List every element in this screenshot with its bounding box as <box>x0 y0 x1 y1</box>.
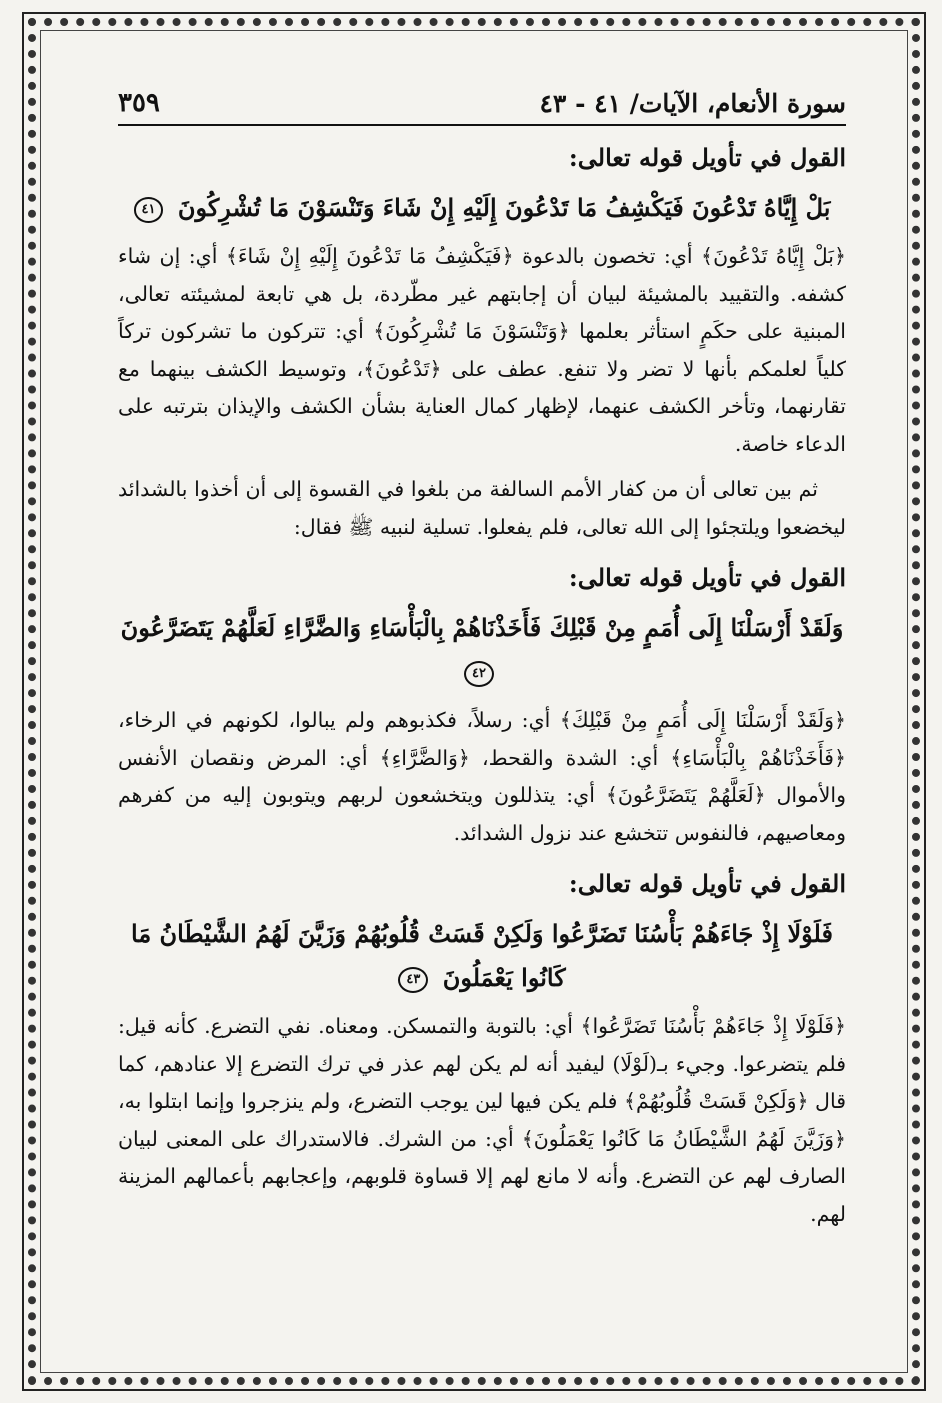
commentary-paragraph: ﴿وَلَقَدْ أَرْسَلْنَا إِلَى أُمَمٍ مِنْ قَبْلِكَ﴾ أي: رسلاً، فكذبوهم ولم يبالوا، لكونهم في الرخاء، ﴿فَأَخَذْنَاهُمْ بِالْبَأْسَاءِ﴾ أي: الشدة والقحط، ﴿وَالضَّرَّاءِ﴾ أي: المرض ونقصان الأنفس والأموال ﴿لَعَلَّهُمْ يَتَضَرَّعُونَ﴾ أي: يتذللون ويتخشعون لربهم ويتوبون إليه من كفرهم ومعاصيهم، فالنفوس تتخشع عند نزول الشدائد. <box>118 708 846 845</box>
verse-text: بَلْ إِيَّاهُ تَدْعُونَ فَيَكْشِفُ مَا تَدْعُونَ إِلَيْهِ إِنْ شَاءَ وَتَنْسَوْنَ مَا تُشْرِكُونَ <box>177 193 831 222</box>
commentary-paragraph: ثم بين تعالى أن من كفار الأمم السالفة من بلغوا في القسوة إلى أن أخذوا بالشدائد ليخضعوا ويلتجئوا إلى الله تعالى، فلم يفعلوا. تسلية لنبيه ﷺ فقال: <box>118 477 846 539</box>
quran-verse <box>118 606 846 694</box>
commentary-paragraph: ﴿فَلَوْلَا إِذْ جَاءَهُمْ بَأْسُنَا تَضَرَّعُوا﴾ أي: بالتوبة والتمسكن. ومعناه. نفي التضرع. كأنه قيل: فلم يتضرعوا. وجيء بـ(لَوْلَا) ليفيد أنه لم يكن لهم عذر في ترك التضرع إلا عنادهم، كما قال ﴿وَلَكِنْ قَسَتْ قُلُوبُهُمْ﴾ فلم يكن فيها لين يوجب التضرع، ولم ينزجروا وإنما ابتلوا به، ﴿وَزَيَّنَ لَهُمُ الشَّيْطَانُ مَا كَانُوا يَعْمَلُونَ﴾ أي: من الشرك. فالاستدراك على المعنى لبيان الصارف لهم عن التضرع. وأنه لا مانع لهم إلا قساوة قلوبهم، وإعجابهم بأعمالهم المزينة لهم. <box>118 1014 846 1226</box>
commentary-paragraph: ﴿بَلْ إِيَّاهُ تَدْعُونَ﴾ أي: تخصون بالدعوة ﴿فَيَكْشِفُ مَا تَدْعُونَ إِلَيْهِ إِنْ شَاءَ﴾ أي: إن شاء كشفه. والتقييد بالمشيئة لبيان أن إجابتهم غير مطّردة، بل هي تابعة لمشيئته تعالى، المبنية على حكَمٍ استأثر بعلمها ﴿وَتَنْسَوْنَ مَا تُشْرِكُونَ﴾ أي: تتركون ما تشركون تركاً كلياً لعلمكم بأنها لا تضر ولا تنفع. عطف على ﴿تَدْعُونَ﴾، وتوسيط الكشف بينهما مع تقارنهما، وتأخر الكشف عنهما، لإظهار كمال العناية بشأن الكشف والإيذان بترتبه على الدعاء خاصة. <box>118 244 846 456</box>
quran-verse <box>118 186 846 230</box>
page-content <box>118 60 846 1343</box>
quran-verse <box>118 912 846 1000</box>
verse-text: وَلَقَدْ أَرْسَلْنَا إِلَى أُمَمٍ مِنْ قَبْلِكَ فَأَخَذْنَاهُمْ بِالْبَأْسَاءِ وَالضَّرَّاءِ لَعَلَّهُمْ يَتَضَرَّعُونَ <box>120 613 844 642</box>
section-heading: القول في تأويل قوله تعالى: <box>568 869 846 898</box>
running-header-title: سورة الأنعام، الآيات/ ٤١ - ٤٣ <box>539 89 846 118</box>
verse-number-marker: ٤٢ <box>464 661 494 687</box>
running-header <box>118 72 846 126</box>
page-number: ٣٥٩ <box>118 88 160 118</box>
section-ayah-41 <box>118 136 846 546</box>
section-ayah-43 <box>118 862 846 1233</box>
verse-number-marker: ٤١ <box>134 197 164 223</box>
section-ayah-42 <box>118 556 846 852</box>
verse-number-marker: ٤٣ <box>398 967 428 993</box>
verse-text: فَلَوْلَا إِذْ جَاءَهُمْ بَأْسُنَا تَضَرَّعُوا وَلَكِنْ قَسَتْ قُلُوبُهُمْ وَزَيَّنَ لَهُمُ الشَّيْطَانُ مَا كَانُوا يَعْمَلُونَ <box>131 919 833 992</box>
section-heading: القول في تأويل قوله تعالى: <box>568 563 846 592</box>
section-heading: القول في تأويل قوله تعالى: <box>568 143 846 172</box>
